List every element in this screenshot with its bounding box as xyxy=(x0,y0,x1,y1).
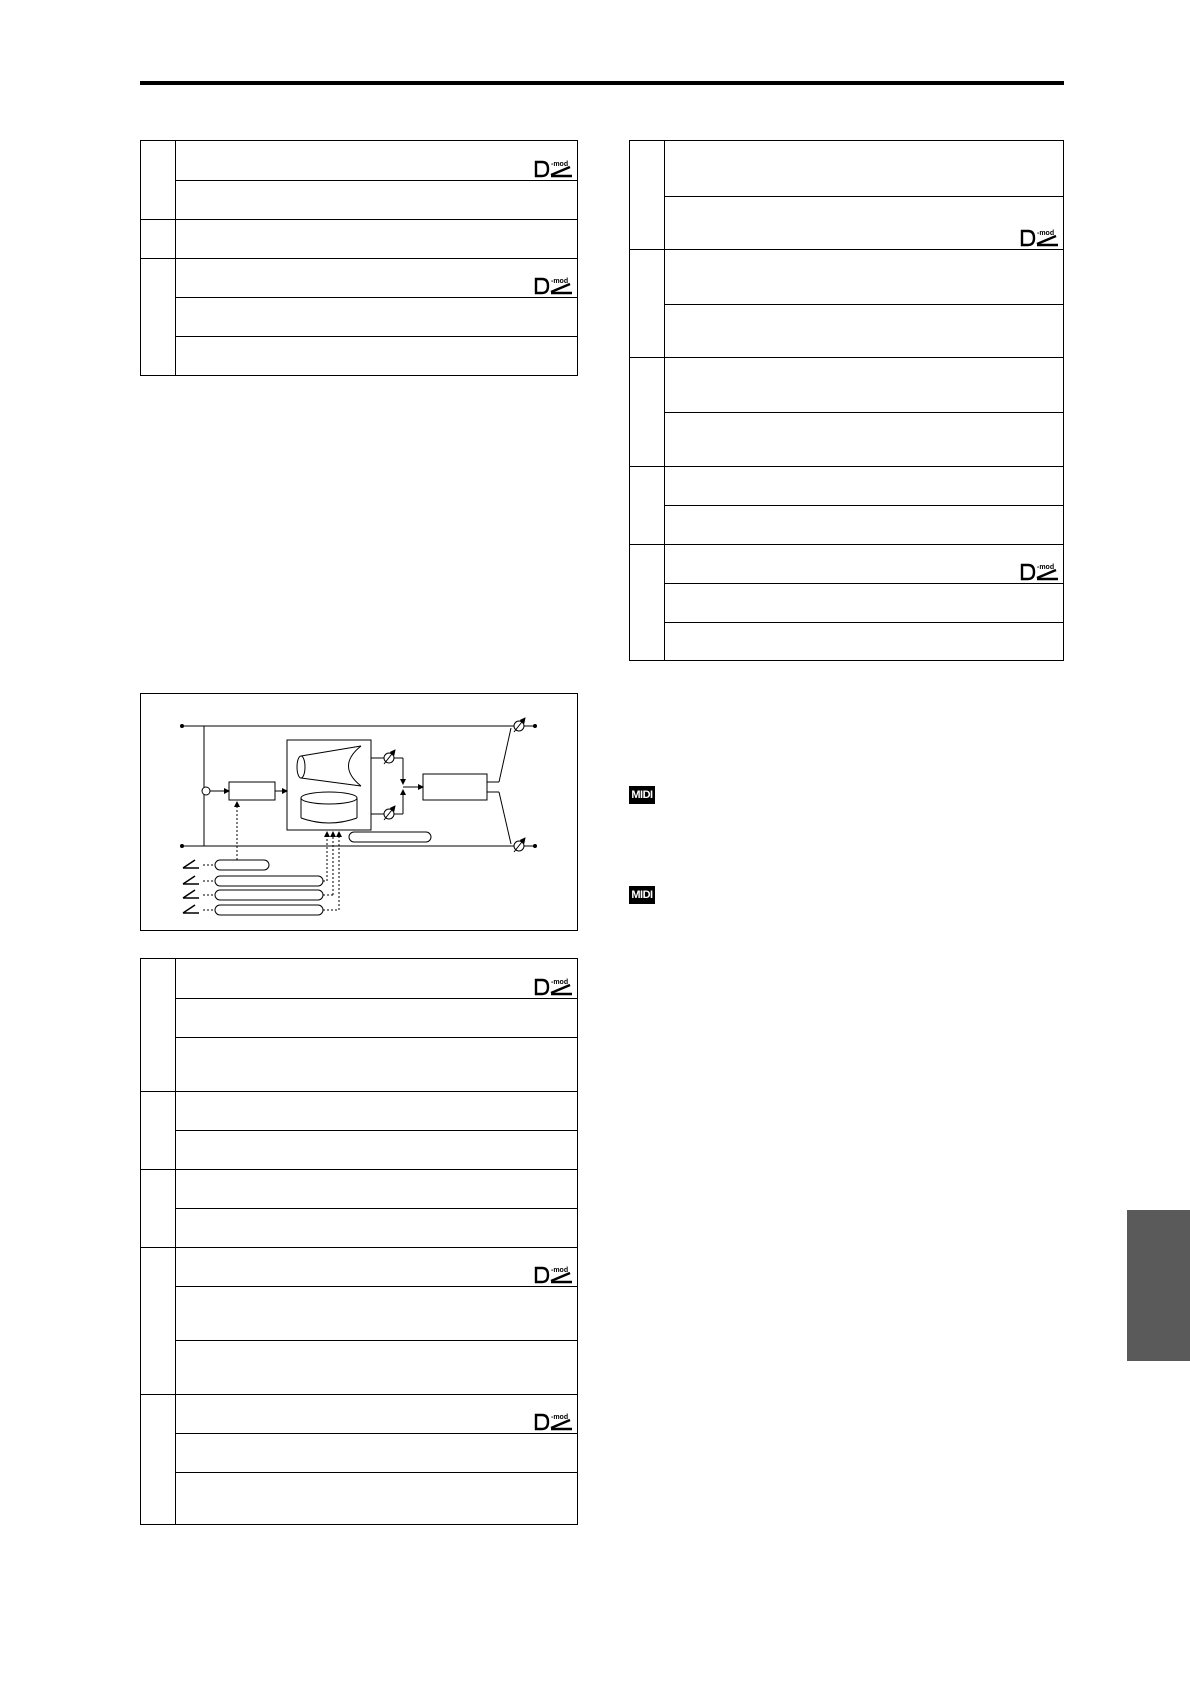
midi-icon: MIDI xyxy=(629,786,655,804)
param-row xyxy=(664,544,1063,583)
dmod-icon xyxy=(534,1264,574,1284)
row-divider xyxy=(175,1340,577,1341)
row-divider xyxy=(175,1130,577,1131)
group-column xyxy=(630,141,665,660)
group-divider xyxy=(630,357,1063,358)
block-diagram xyxy=(140,693,578,931)
group-divider xyxy=(141,1169,577,1170)
group-divider xyxy=(141,219,577,220)
row-divider xyxy=(175,998,577,999)
param-row xyxy=(175,1394,577,1433)
param-row xyxy=(664,196,1063,249)
midi-icon: MIDI xyxy=(629,886,655,904)
param-row xyxy=(175,141,577,180)
row-divider xyxy=(664,304,1063,305)
knob-icon xyxy=(514,718,525,732)
row-divider xyxy=(664,505,1063,506)
row-divider xyxy=(175,297,577,298)
header-rule xyxy=(140,81,1064,85)
signal-flow-diagram xyxy=(141,694,577,930)
drum-cylinder-icon xyxy=(301,792,357,823)
row-divider xyxy=(664,622,1063,623)
section-side-tab xyxy=(1127,1210,1190,1361)
row-divider xyxy=(664,583,1063,584)
cone-speaker-icon xyxy=(297,746,361,786)
row-divider xyxy=(664,412,1063,413)
row-divider xyxy=(175,1037,577,1038)
param-table-left-top xyxy=(140,140,578,376)
group-column xyxy=(141,959,176,1524)
row-divider xyxy=(175,1208,577,1209)
modulation-source-icon xyxy=(183,860,199,913)
dmod-icon xyxy=(534,976,574,996)
row-divider xyxy=(175,336,577,337)
dmod-icon xyxy=(534,158,574,178)
param-row xyxy=(175,959,577,998)
param-row xyxy=(175,1247,577,1286)
group-divider xyxy=(141,1091,577,1092)
group-divider xyxy=(630,466,1063,467)
knob-icon xyxy=(384,806,395,820)
row-divider xyxy=(175,1433,577,1434)
dmod-icon xyxy=(534,275,574,295)
row-divider xyxy=(175,1472,577,1473)
knob-icon xyxy=(384,750,395,764)
dmod-icon xyxy=(1020,227,1060,247)
knob-icon xyxy=(514,838,525,852)
param-table-left-bottom xyxy=(140,958,578,1525)
param-row xyxy=(175,258,577,297)
row-divider xyxy=(175,1286,577,1287)
dmod-icon xyxy=(1020,561,1060,581)
row-divider xyxy=(175,180,577,181)
group-divider xyxy=(630,249,1063,250)
dmod-icon xyxy=(534,1411,574,1431)
param-table-right-top xyxy=(629,140,1064,661)
